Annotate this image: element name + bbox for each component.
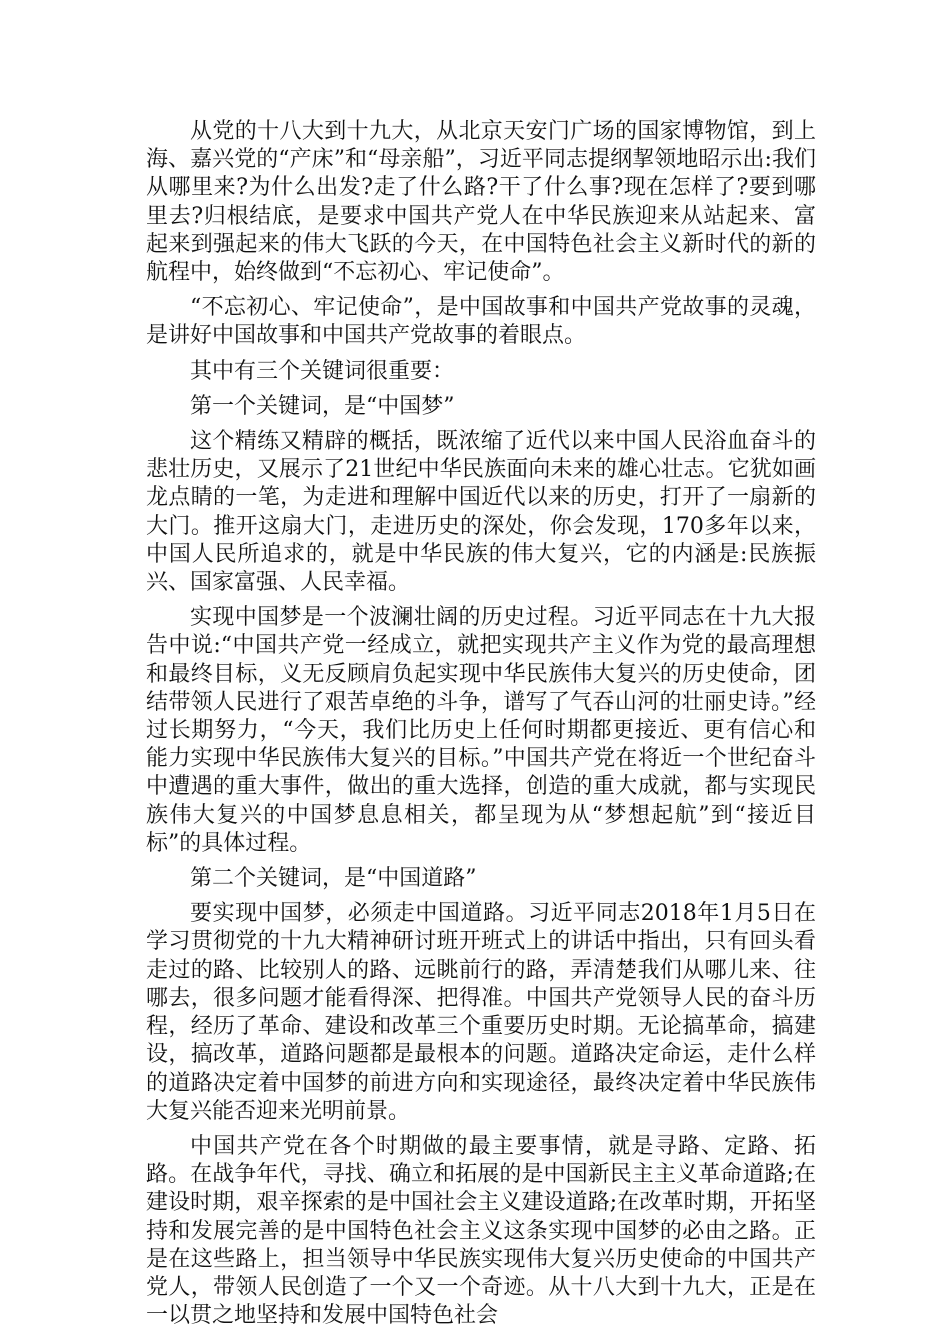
paragraph-9: 中国共产党在各个时期做的最主要事情，就是寻路、定路、拓路。在战争年代，寻找、确立和拓展的是中国新民主主义革命道路;在建设时期，艰辛探索的是中国社会主义建设道路;在改革时期，开拓坚持和发展完善的是中国特色社会主义这条实现中国梦的必由之路。正是在这些路上，担当领导中华民族实现伟大复兴历史使命的中国共产党人，带领人民创造了一个又一个奇迹。从十八大到十九大，正是在一以贯之地坚持和发展中国特色社会 [146,1133,816,1329]
paragraph-5: 这个精练又精辟的概括，既浓缩了近代以来中国人民浴血奋斗的悲壮历史，又展示了21世纪中华民族面向未来的雄心壮志。它犹如画龙点睛的一笔，为走进和理解中国近代以来的历史，打开了一扇新的大门。推开这扇大门，走进历史的深处，你会发现，170多年以来，中国人民所追求的，就是中华民族的伟大复兴，它的内涵是:民族振兴、国家富强、人民幸福。 [146,429,816,596]
paragraph-6: 实现中国梦是一个波澜壮阔的历史过程。习近平同志在十九大报告中说:“中国共产党一经成立，就把实现共产主义作为党的最高理想和最终目标，义无反顾肩负起实现中华民族伟大复兴的历史使命，团结带领人民进行了艰苦卓绝的斗争，谱写了气吞山河的壮丽史诗。”经过长期努力，“今天，我们比历史上任何时期都更接近、更有信心和能力实现中华民族伟大复兴的目标。”中国共产党在将近一个世纪奋斗中遭遇的重大事件，做出的重大选择，创造的重大成就，都与实现民族伟大复兴的中国梦息息相关，都呈现为从“梦想起航”到“接近目标”的具体过程。 [146,605,816,856]
paragraph-2: “不忘初心、牢记使命”，是中国故事和中国共产党故事的灵魂，是讲好中国故事和中国共产党故事的着眼点。 [146,295,816,349]
document-page [146,118,816,1337]
paragraph-3: 其中有三个关键词很重要： [190,358,455,384]
paragraph-1: 从党的十八大到十九大，从北京天安门广场的国家博物馆，到上海、嘉兴党的“产床”和“母亲船”，习近平同志提纲挈领地昭示出:我们从哪里来?为什么出发?走了什么路?干了什么事?现在怎样了?要到哪里去?归根结底，是要求中国共产党人在中华民族迎来从站起来、富起来到强起来的伟大飞跃的今天，在中国特色社会主义新时代的新的航程中，始终做到“不忘初心、牢记使命”。 [146,119,816,286]
paragraph-8: 要实现中国梦，必须走中国道路。习近平同志2018年1月5日在学习贯彻党的十九大精神研讨班开班式上的讲话中指出，只有回头看走过的路、比较别人的路、远眺前行的路，弄清楚我们从哪儿来、往哪去，很多问题才能看得深、把得准。中国共产党领导人民的奋斗历程，经历了革命、建设和改革三个重要历史时期。无论搞革命，搞建设，搞改革，道路问题都是最根本的问题。道路决定命运，走什么样的道路决定着中国梦的前进方向和实现途径，最终决定着中华民族伟大复兴能否迎来光明前景。 [146,901,816,1124]
section-heading-1: 第一个关键词，是“中国梦” [190,393,455,419]
section-heading-2: 第二个关键词，是“中国道路” [190,866,477,892]
